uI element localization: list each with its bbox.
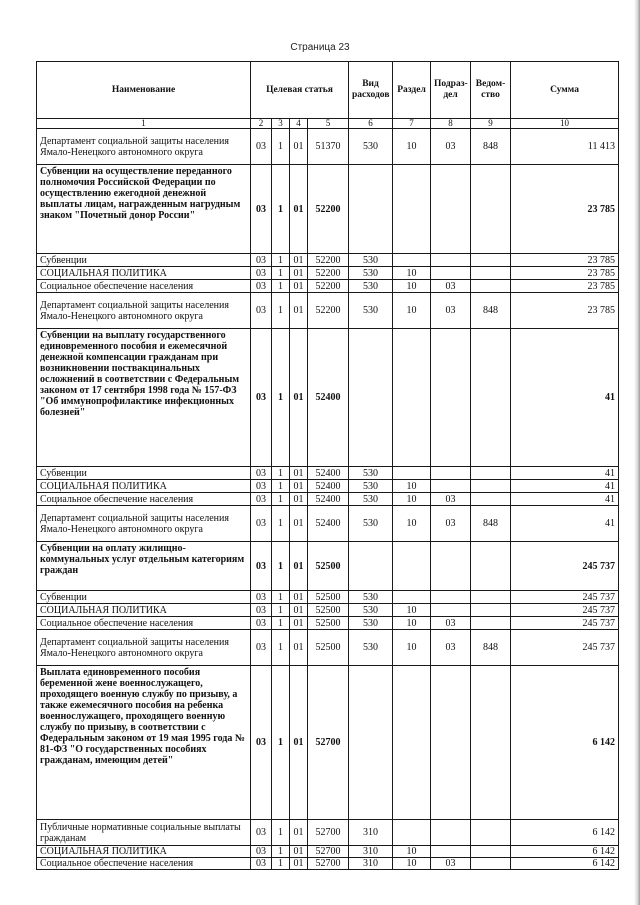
table-row <box>37 820 619 846</box>
cell-section <box>393 254 431 267</box>
cell-target-3: 1 <box>272 280 290 293</box>
row-name: Департамент социальной защиты населения Ямало-Ненецкого автономного округа <box>37 506 251 542</box>
page-number-label: Страница 23 <box>290 42 350 53</box>
cell-subsection <box>431 467 471 480</box>
table-row <box>37 467 619 480</box>
table-row <box>37 604 619 617</box>
cell-expense-type: 530 <box>349 604 393 617</box>
cell-target-2: 03 <box>251 267 272 280</box>
cell-target-4: 01 <box>290 493 308 506</box>
cell-section: 10 <box>393 267 431 280</box>
cell-target-2: 03 <box>251 542 272 591</box>
row-name: Субвенции на оплату жилищно-коммунальных услуг отдельным категориям граждан <box>37 542 251 591</box>
table-row <box>37 267 619 280</box>
row-name: СОЦИАЛЬНАЯ ПОЛИТИКА <box>37 480 251 493</box>
cell-target-3: 1 <box>272 506 290 542</box>
cell-expense-type <box>349 329 393 467</box>
cell-expense-type: 530 <box>349 254 393 267</box>
cell-target-3: 1 <box>272 846 290 858</box>
cell-subsection: 03 <box>431 617 471 630</box>
cell-target-4: 01 <box>290 293 308 329</box>
cell-subsection <box>431 666 471 820</box>
cell-subsection: 03 <box>431 129 471 165</box>
cell-subsection <box>431 254 471 267</box>
cell-target-3: 1 <box>272 820 290 846</box>
cell-department <box>471 542 511 591</box>
cell-expense-type: 530 <box>349 630 393 666</box>
cell-department <box>471 617 511 630</box>
cell-target-2: 03 <box>251 506 272 542</box>
cell-subsection <box>431 604 471 617</box>
table-row <box>37 617 619 630</box>
cell-target-5: 52400 <box>308 506 349 542</box>
cell-subsection <box>431 480 471 493</box>
cell-section: 10 <box>393 617 431 630</box>
cell-sum: 41 <box>511 506 619 542</box>
table-row <box>37 480 619 493</box>
cell-subsection <box>431 267 471 280</box>
cell-target-5: 52200 <box>308 165 349 254</box>
cell-section: 10 <box>393 846 431 858</box>
cell-subsection: 03 <box>431 493 471 506</box>
cell-subsection <box>431 846 471 858</box>
cell-sum: 245 737 <box>511 542 619 591</box>
cell-target-2: 03 <box>251 846 272 858</box>
cell-department <box>471 666 511 820</box>
cell-department <box>471 329 511 467</box>
table-row <box>37 493 619 506</box>
cell-expense-type: 530 <box>349 493 393 506</box>
cell-target-3: 1 <box>272 630 290 666</box>
cell-target-4: 01 <box>290 630 308 666</box>
cell-section: 10 <box>393 630 431 666</box>
row-name: Субвенции на осуществление переданного полномочия Российской Федерации по осуществлению ежегодной денежной выплаты лицам, награжденным нагрудным знаком "Почетный донор России" <box>37 165 251 254</box>
row-name: Выплата единовременного пособия беременной жене военнослужащего, проходящего военную службу по призыву, а также ежемесячного пособия на ребенка военнослужащего, проходящего военную службу по призыву, в соответствии с Федеральным законом от 19 мая 1995 года № 81-ФЗ "О государственных пособиях гражданам, имеющим детей" <box>37 666 251 820</box>
header-name: Наименование <box>37 62 251 119</box>
cell-expense-type <box>349 666 393 820</box>
table-row <box>37 542 619 591</box>
cell-target-2: 03 <box>251 280 272 293</box>
cell-section: 10 <box>393 506 431 542</box>
cell-target-5: 52500 <box>308 604 349 617</box>
row-name: СОЦИАЛЬНАЯ ПОЛИТИКА <box>37 267 251 280</box>
cell-expense-type: 530 <box>349 267 393 280</box>
cell-target-5: 52500 <box>308 617 349 630</box>
scan-page-edge <box>634 0 640 905</box>
cell-section <box>393 329 431 467</box>
cell-target-4: 01 <box>290 267 308 280</box>
cell-target-3: 1 <box>272 267 290 280</box>
cell-section: 10 <box>393 480 431 493</box>
cell-target-5: 52700 <box>308 858 349 870</box>
row-name: СОЦИАЛЬНАЯ ПОЛИТИКА <box>37 604 251 617</box>
header-target-article: Целевая статья <box>251 62 349 119</box>
cell-expense-type <box>349 542 393 591</box>
cell-subsection: 03 <box>431 506 471 542</box>
cell-target-5: 52500 <box>308 591 349 604</box>
cell-department <box>471 480 511 493</box>
cell-target-3: 1 <box>272 858 290 870</box>
cell-sum: 41 <box>511 329 619 467</box>
cell-department <box>471 467 511 480</box>
row-name: Субвенции <box>37 254 251 267</box>
cell-target-3: 1 <box>272 480 290 493</box>
cell-target-3: 1 <box>272 165 290 254</box>
cell-target-5: 52200 <box>308 293 349 329</box>
cell-subsection <box>431 591 471 604</box>
cell-sum: 245 737 <box>511 630 619 666</box>
col-number: 1 <box>37 119 251 129</box>
cell-section: 10 <box>393 129 431 165</box>
cell-target-3: 1 <box>272 617 290 630</box>
cell-target-3: 1 <box>272 542 290 591</box>
cell-subsection <box>431 820 471 846</box>
cell-target-5: 51370 <box>308 129 349 165</box>
cell-target-2: 03 <box>251 129 272 165</box>
cell-department: 848 <box>471 630 511 666</box>
table-row <box>37 858 619 870</box>
cell-target-2: 03 <box>251 591 272 604</box>
cell-department <box>471 591 511 604</box>
col-number: 8 <box>431 119 471 129</box>
cell-target-2: 03 <box>251 604 272 617</box>
cell-expense-type <box>349 165 393 254</box>
cell-sum: 11 413 <box>511 129 619 165</box>
row-name: Департамент социальной защиты населения Ямало-Ненецкого автономного округа <box>37 293 251 329</box>
cell-target-5: 52700 <box>308 820 349 846</box>
row-name: Субвенции <box>37 467 251 480</box>
cell-target-3: 1 <box>272 329 290 467</box>
cell-section <box>393 666 431 820</box>
cell-sum: 23 785 <box>511 165 619 254</box>
header-row <box>37 62 619 119</box>
cell-target-3: 1 <box>272 604 290 617</box>
row-name: Публичные нормативные социальные выплаты гражданам <box>37 820 251 846</box>
cell-target-2: 03 <box>251 858 272 870</box>
cell-expense-type: 530 <box>349 129 393 165</box>
cell-target-4: 01 <box>290 858 308 870</box>
row-name: СОЦИАЛЬНАЯ ПОЛИТИКА <box>37 846 251 858</box>
row-name: Субвенции на выплату государственного единовременного пособия и ежемесячной денежной компенсации гражданам при возникновении поствакцинальных осложнений в соответствии с Федеральным законом от 17 сентября 1998 года № 157-ФЗ "Об иммунопрофилактике инфекционных болезней" <box>37 329 251 467</box>
cell-subsection <box>431 542 471 591</box>
cell-sum: 41 <box>511 493 619 506</box>
col-number: 3 <box>272 119 290 129</box>
table-row <box>37 666 619 820</box>
cell-department <box>471 858 511 870</box>
row-name: Департамент социальной защиты населения Ямало-Ненецкого автономного округа <box>37 630 251 666</box>
cell-section: 10 <box>393 293 431 329</box>
cell-target-5: 52400 <box>308 467 349 480</box>
cell-target-3: 1 <box>272 254 290 267</box>
row-name: Департамент социальной защиты населения Ямало-Ненецкого автономного округа <box>37 129 251 165</box>
cell-sum: 41 <box>511 467 619 480</box>
cell-expense-type: 310 <box>349 846 393 858</box>
cell-target-4: 01 <box>290 129 308 165</box>
cell-target-2: 03 <box>251 820 272 846</box>
cell-expense-type: 530 <box>349 293 393 329</box>
cell-target-4: 01 <box>290 604 308 617</box>
table-row <box>37 254 619 267</box>
cell-sum: 23 785 <box>511 280 619 293</box>
table-row <box>37 591 619 604</box>
table-row <box>37 630 619 666</box>
cell-section <box>393 820 431 846</box>
cell-sum: 6 142 <box>511 666 619 820</box>
cell-target-2: 03 <box>251 493 272 506</box>
col-number: 10 <box>511 119 619 129</box>
cell-target-5: 52400 <box>308 480 349 493</box>
row-name: Социальное обеспечение населения <box>37 858 251 870</box>
cell-department <box>471 280 511 293</box>
cell-subsection: 03 <box>431 858 471 870</box>
table-row <box>37 280 619 293</box>
table-row <box>37 846 619 858</box>
cell-department: 848 <box>471 293 511 329</box>
col-number: 6 <box>349 119 393 129</box>
cell-expense-type: 530 <box>349 480 393 493</box>
header-department: Ведом-ство <box>471 62 511 119</box>
budget-table <box>36 61 619 870</box>
row-name: Социальное обеспечение населения <box>37 280 251 293</box>
cell-department: 848 <box>471 129 511 165</box>
cell-target-4: 01 <box>290 480 308 493</box>
cell-section: 10 <box>393 280 431 293</box>
cell-target-4: 01 <box>290 820 308 846</box>
cell-subsection <box>431 329 471 467</box>
cell-sum: 23 785 <box>511 254 619 267</box>
cell-target-3: 1 <box>272 467 290 480</box>
cell-target-4: 01 <box>290 617 308 630</box>
cell-section <box>393 467 431 480</box>
cell-department <box>471 846 511 858</box>
cell-section: 10 <box>393 604 431 617</box>
cell-target-5: 52700 <box>308 846 349 858</box>
cell-target-4: 01 <box>290 542 308 591</box>
cell-sum: 41 <box>511 480 619 493</box>
cell-target-2: 03 <box>251 254 272 267</box>
cell-target-2: 03 <box>251 467 272 480</box>
cell-target-4: 01 <box>290 254 308 267</box>
cell-sum: 23 785 <box>511 267 619 280</box>
cell-section <box>393 542 431 591</box>
table-row <box>37 293 619 329</box>
cell-target-5: 52400 <box>308 493 349 506</box>
cell-sum: 245 737 <box>511 604 619 617</box>
cell-target-5: 52400 <box>308 329 349 467</box>
table-row <box>37 506 619 542</box>
col-number: 9 <box>471 119 511 129</box>
cell-target-5: 52200 <box>308 267 349 280</box>
cell-target-4: 01 <box>290 165 308 254</box>
cell-target-2: 03 <box>251 293 272 329</box>
cell-expense-type: 530 <box>349 591 393 604</box>
cell-section <box>393 591 431 604</box>
cell-department <box>471 493 511 506</box>
cell-expense-type: 310 <box>349 820 393 846</box>
cell-target-4: 01 <box>290 329 308 467</box>
cell-expense-type: 530 <box>349 280 393 293</box>
cell-target-2: 03 <box>251 165 272 254</box>
cell-target-5: 52200 <box>308 254 349 267</box>
cell-department <box>471 165 511 254</box>
cell-target-4: 01 <box>290 280 308 293</box>
header-subsection: Подраз-дел <box>431 62 471 119</box>
cell-sum: 6 142 <box>511 820 619 846</box>
cell-expense-type: 530 <box>349 467 393 480</box>
cell-sum: 6 142 <box>511 858 619 870</box>
cell-expense-type: 530 <box>349 506 393 542</box>
col-number: 7 <box>393 119 431 129</box>
row-name: Субвенции <box>37 591 251 604</box>
cell-target-3: 1 <box>272 129 290 165</box>
header-expense-type: Вид расходов <box>349 62 393 119</box>
header-sum: Сумма <box>511 62 619 119</box>
table-row <box>37 165 619 254</box>
cell-target-3: 1 <box>272 591 290 604</box>
cell-target-4: 01 <box>290 846 308 858</box>
cell-section: 10 <box>393 493 431 506</box>
cell-target-2: 03 <box>251 329 272 467</box>
cell-expense-type: 310 <box>349 858 393 870</box>
cell-sum: 245 737 <box>511 591 619 604</box>
cell-section: 10 <box>393 858 431 870</box>
cell-section <box>393 165 431 254</box>
cell-sum: 23 785 <box>511 293 619 329</box>
cell-subsection: 03 <box>431 280 471 293</box>
row-name: Социальное обеспечение населения <box>37 617 251 630</box>
cell-target-2: 03 <box>251 480 272 493</box>
cell-target-5: 52500 <box>308 630 349 666</box>
cell-target-4: 01 <box>290 666 308 820</box>
cell-expense-type: 530 <box>349 617 393 630</box>
header-section: Раздел <box>393 62 431 119</box>
cell-target-4: 01 <box>290 506 308 542</box>
column-number-row <box>37 119 619 129</box>
cell-target-5: 52200 <box>308 280 349 293</box>
table-row <box>37 329 619 467</box>
cell-target-5: 52700 <box>308 666 349 820</box>
cell-department <box>471 254 511 267</box>
cell-sum: 245 737 <box>511 617 619 630</box>
cell-subsection <box>431 165 471 254</box>
cell-department <box>471 820 511 846</box>
cell-target-2: 03 <box>251 617 272 630</box>
cell-target-4: 01 <box>290 591 308 604</box>
cell-sum: 6 142 <box>511 846 619 858</box>
col-number: 4 <box>290 119 308 129</box>
cell-subsection: 03 <box>431 293 471 329</box>
cell-target-2: 03 <box>251 666 272 820</box>
cell-target-5: 52500 <box>308 542 349 591</box>
cell-target-3: 1 <box>272 293 290 329</box>
row-name: Социальное обеспечение населения <box>37 493 251 506</box>
table-row <box>37 129 619 165</box>
col-number: 5 <box>308 119 349 129</box>
cell-department <box>471 267 511 280</box>
cell-target-2: 03 <box>251 630 272 666</box>
col-number: 2 <box>251 119 272 129</box>
cell-subsection: 03 <box>431 630 471 666</box>
cell-department <box>471 604 511 617</box>
cell-department: 848 <box>471 506 511 542</box>
cell-target-4: 01 <box>290 467 308 480</box>
cell-target-3: 1 <box>272 493 290 506</box>
cell-target-3: 1 <box>272 666 290 820</box>
